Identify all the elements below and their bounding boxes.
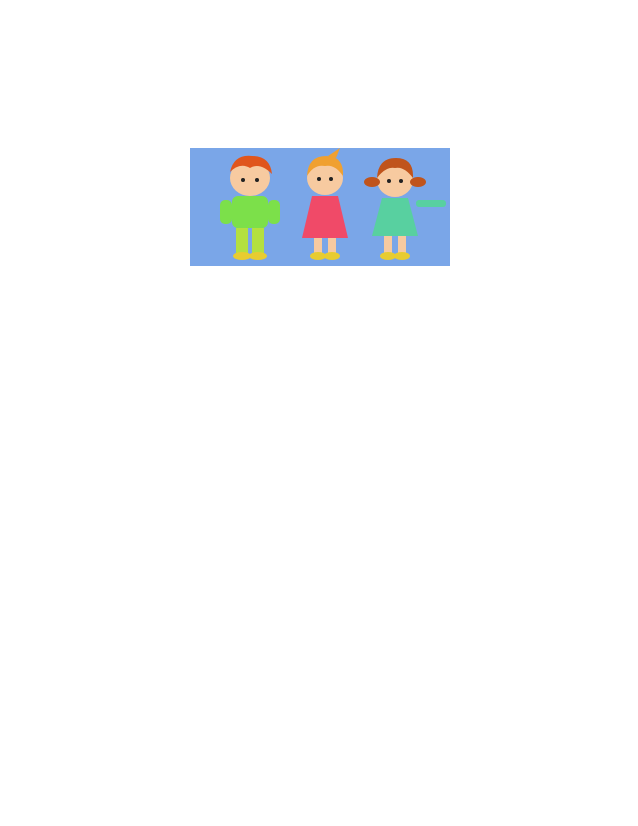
girl-green-dress-figure [364, 158, 446, 260]
boy-figure [220, 156, 280, 260]
frame-right-border [566, 0, 638, 826]
page-title [170, 82, 480, 132]
frame-top-border [0, 0, 638, 80]
girl-red-dress-figure [302, 148, 348, 260]
children-illustration [190, 148, 450, 266]
frame-left-border [0, 0, 70, 826]
frame-bottom-border [0, 748, 638, 826]
